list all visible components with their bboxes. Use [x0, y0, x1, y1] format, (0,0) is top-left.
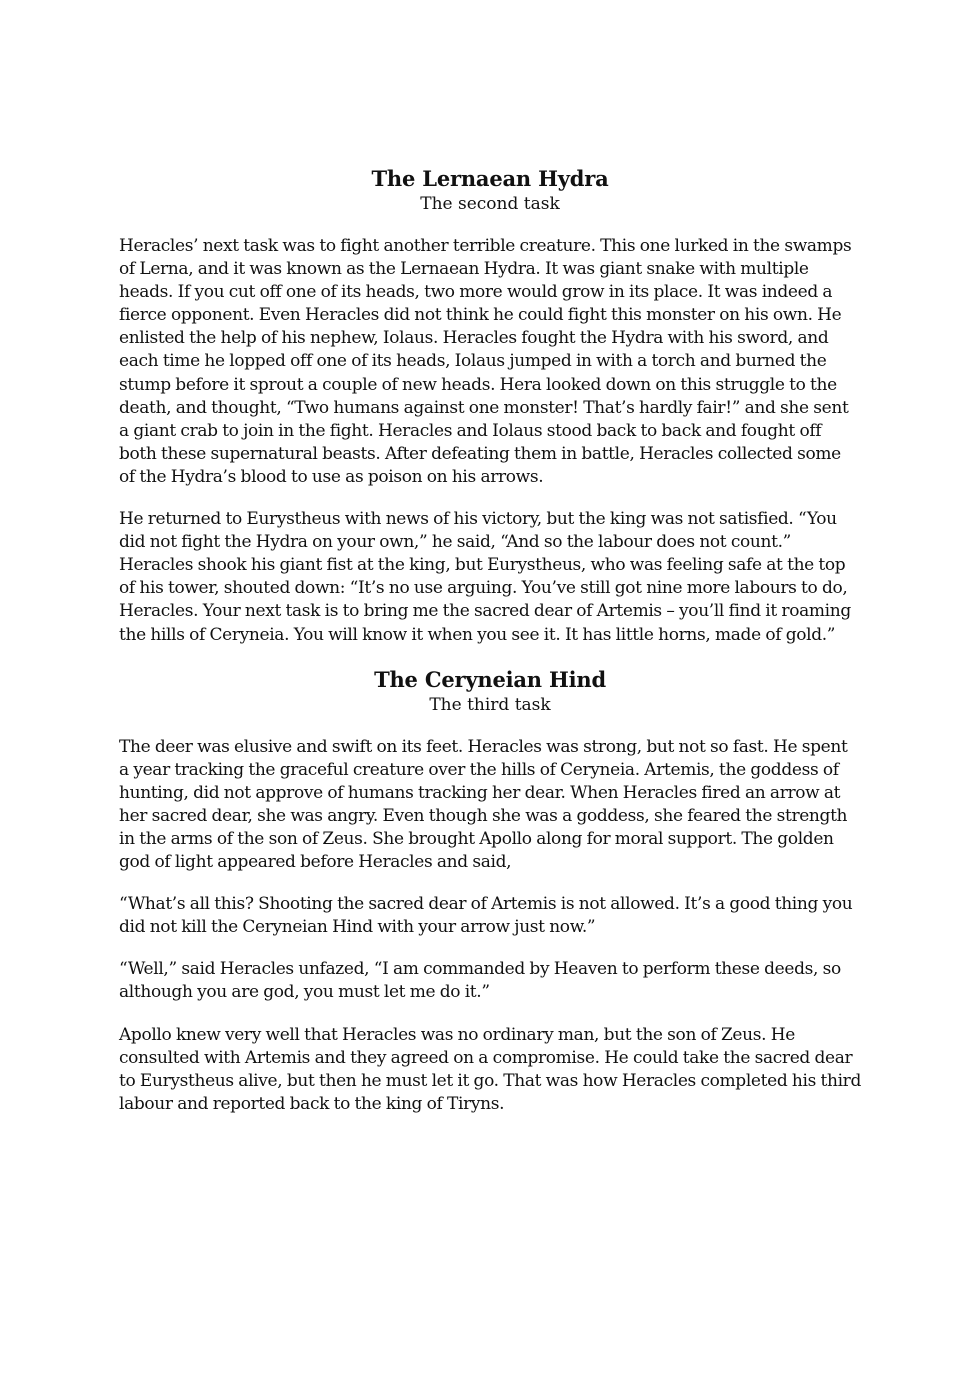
- section-title: The Ceryneian Hind: [374, 666, 606, 692]
- section-lernaean-hydra: [119, 165, 861, 647]
- paragraph: Apollo knew very well that Heracles was no ordinary man, but the son of Zeus. He consulted with Artemis and they agreed on a compromise. He could take the sacred dear to Eurystheus alive, but then he must let it go. That was how Heracles completed his third labour and reported back to the king of Tiryns.: [119, 1024, 861, 1114]
- paragraph: He returned to Eurystheus with news of his victory, but the king was not satisfied. “You did not fight the Hydra on your own,” he said, “And so the labour does not count.” Heracles shook his giant fist at the king, but Eurystheus, who was feeling safe at the top of his tower, shouted down: “It’s no use arguing. You’ve still got nine more labours to do, Heracles. Your next task is to bring me the sacred dear of Artemis – you’ll find it roaming the hills of Ceryneia. You will know it when you see it. It has little horns, made of gold.”: [119, 509, 851, 645]
- document-page: [119, 165, 861, 1135]
- section-subtitle: The third task: [429, 694, 551, 715]
- paragraph: The deer was elusive and swift on its feet. Heracles was strong, but not so fast. He spent a year tracking the graceful creature over the hills of Ceryneia. Artemis, the goddess of hunting, did not approve of humans tracking her dear. When Heracles fired an arrow at her sacred dear, she was angry. Even though she was a goddess, she feared the strength in the arms of the son of Zeus. She brought Apollo along for moral support. The golden god of light appeared before Heracles and said,: [119, 736, 848, 873]
- paragraph: “Well,” said Heracles unfazed, “I am commanded by Heaven to perform these deeds, so although you are god, you must let me do it.”: [119, 959, 841, 1003]
- section-title: The Lernaean Hydra: [371, 166, 609, 191]
- section-ceryneian-hind: [119, 666, 861, 1116]
- paragraph: “What’s all this? Shooting the sacred dear of Artemis is not allowed. It’s a good thing you did not kill the Ceryneian Hind with your arrow just now.”: [119, 894, 853, 938]
- section-subtitle: The second task: [420, 194, 560, 214]
- paragraph: Heracles’ next task was to fight another terrible creature. This one lurked in the swamps of Lerna, and it was known as the Lernaean Hydra. It was giant snake with multiple heads. If you cut off one of its heads, two more would grow in its place. It was indeed a fierce opponent. Even Heracles did not think he could fight this monster on his own. He enlisted the help of his nephew, Iolaus. Heracles fought the Hydra with his sword, and each time he lopped off one of its heads, Iolaus jumped in with a torch and burned the stump before it sprout a couple of new heads. Hera looked down on this struggle to the death, and thought, “Two humans against one monster! That’s hardly fair!” and she sent a giant crab to join in the fight. Heracles and Iolaus stood back to back and fought off both these supernatural beasts. After defeating them in battle, Heracles collected some of the Hydra’s blood to use as poison on his arrows.: [119, 236, 852, 487]
